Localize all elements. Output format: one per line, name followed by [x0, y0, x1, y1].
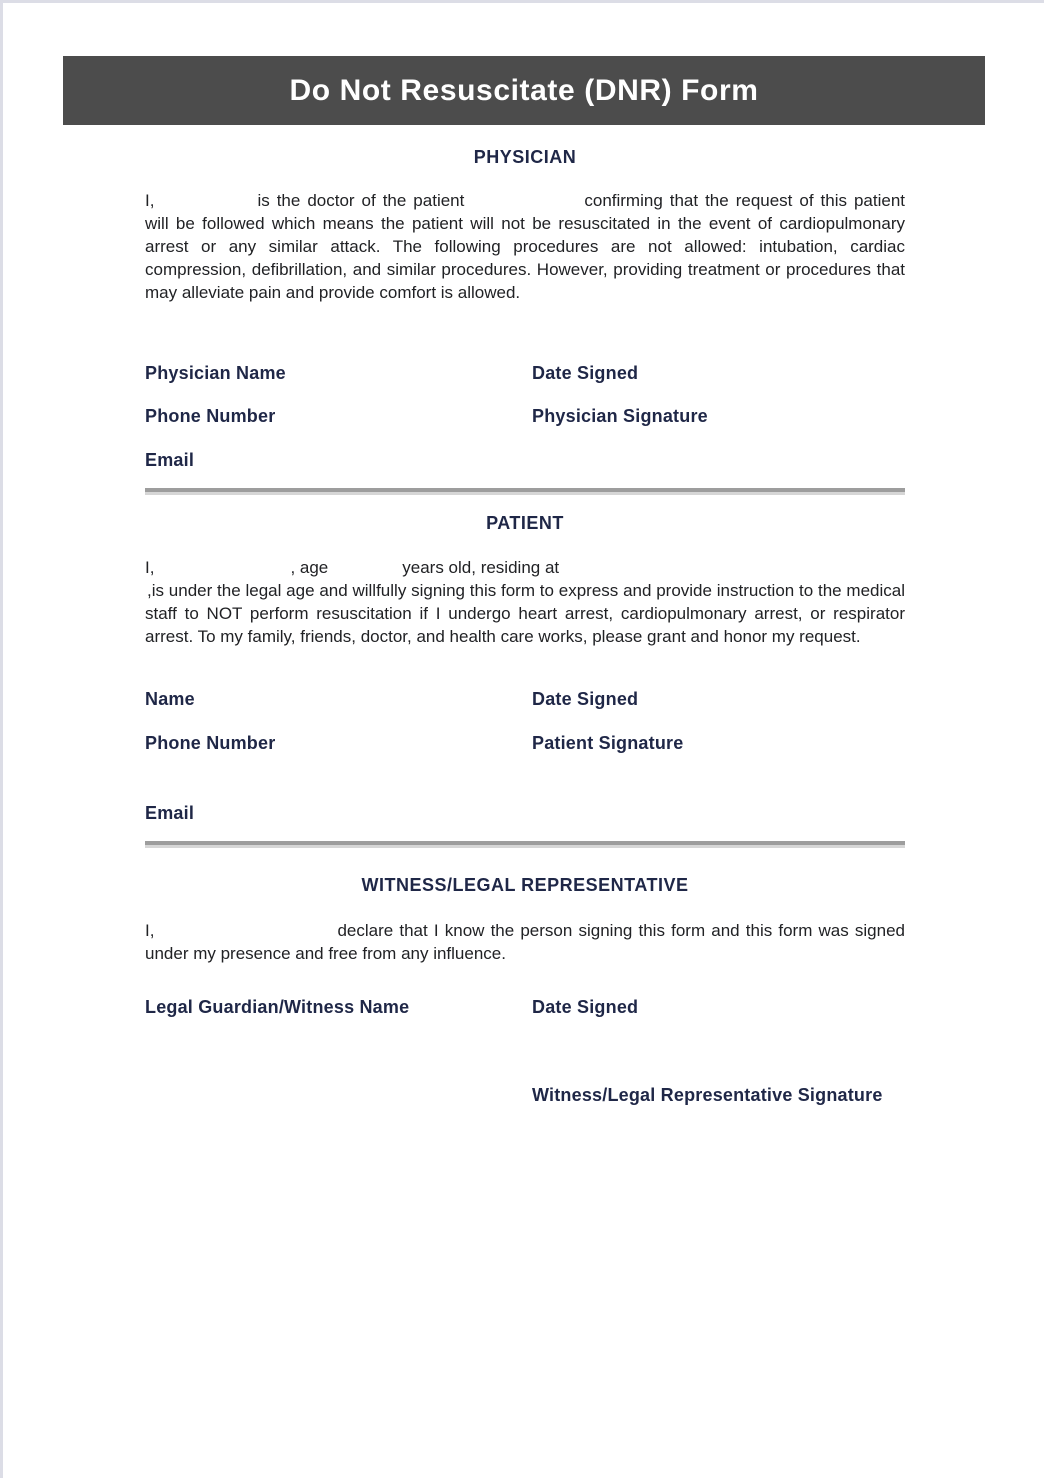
- physician-section-heading: PHYSICIAN: [473, 147, 577, 167]
- witness-section-heading: WITNESS/LEGAL REPRESENTATIVE: [361, 875, 689, 895]
- patient-row-name-date: [145, 688, 905, 710]
- section-divider: [145, 488, 905, 495]
- section-divider: [145, 841, 905, 848]
- patient-name-blank-in-physician[interactable]: [468, 205, 580, 206]
- witness-intro-paragraph: [145, 919, 905, 965]
- physician-row-phone-signature: [145, 405, 905, 427]
- witness-date-signed-label: Date Signed: [532, 997, 639, 1017]
- physician-name-label: Physician Name: [145, 363, 286, 383]
- witness-row-signature: [145, 1084, 905, 1106]
- patient-age-label: , age: [290, 558, 329, 577]
- physician-intro-rest: confirming that the request of this patient will be followed which means the patient will not be resuscitated in the event of cardiopulmonary arrest or any similar attack. The following procedures are not allowed: intubation, cardiac compression, defibrillation, and similar procedures. However, providing treatment or procedures that may alleviate pain and provide comfort is allowed.: [145, 191, 906, 302]
- patient-row-email: [145, 802, 905, 824]
- physician-signature-label: Physician Signature: [532, 406, 708, 426]
- witness-row-name-date: [145, 996, 905, 1018]
- patient-name-label: Name: [145, 689, 195, 709]
- physician-intro-lead: I,: [145, 191, 155, 210]
- patient-intro-line1: [145, 556, 905, 579]
- page-left-edge: [0, 0, 3, 1478]
- patient-name-blank[interactable]: [156, 572, 288, 573]
- patient-signature-label: Patient Signature: [532, 733, 684, 753]
- patient-phone-label: Phone Number: [145, 733, 276, 753]
- witness-intro-rest: declare that I know the person signing this form and this form was signed under my presence and free from any influence.: [145, 921, 905, 963]
- page-top-edge: [0, 0, 1044, 3]
- patient-section-heading: PATIENT: [486, 513, 564, 533]
- form-title-bar: [63, 56, 985, 125]
- patient-email-label: Email: [145, 803, 195, 823]
- patient-residence-blank[interactable]: [561, 572, 861, 573]
- physician-row-email: [145, 449, 905, 471]
- patient-intro-lead: I,: [145, 558, 155, 577]
- physician-name-blank[interactable]: [158, 205, 253, 206]
- physician-date-signed-label: Date Signed: [532, 363, 639, 383]
- physician-email-label: Email: [145, 450, 195, 470]
- patient-intro-mid: years old, residing at: [402, 558, 560, 577]
- patient-date-signed-label: Date Signed: [532, 689, 639, 709]
- witness-name-blank[interactable]: [158, 935, 333, 936]
- physician-intro-mid: is the doctor of the patient: [257, 191, 465, 210]
- witness-signature-label: Witness/Legal Representative Signature: [532, 1085, 883, 1105]
- patient-row-phone-signature: [145, 732, 905, 754]
- witness-intro-lead: I,: [145, 921, 155, 940]
- form-title: Do Not Resuscitate (DNR) Form: [289, 73, 759, 107]
- patient-age-blank[interactable]: [332, 572, 398, 573]
- patient-intro-paragraph: [145, 579, 905, 648]
- physician-intro-paragraph: [145, 189, 905, 304]
- physician-row-name-date: [145, 362, 905, 384]
- witness-name-label: Legal Guardian/Witness Name: [145, 997, 410, 1017]
- patient-intro-rest: ,is under the legal age and willfully signing this form to express and provide instruction to the medical staff to NOT perform resuscitation if I undergo heart arrest, cardiopulmonary arrest, or respirator arrest. To my family, friends, doctor, and health care works, please grant and honor my request.: [145, 581, 905, 646]
- physician-phone-label: Phone Number: [145, 406, 276, 426]
